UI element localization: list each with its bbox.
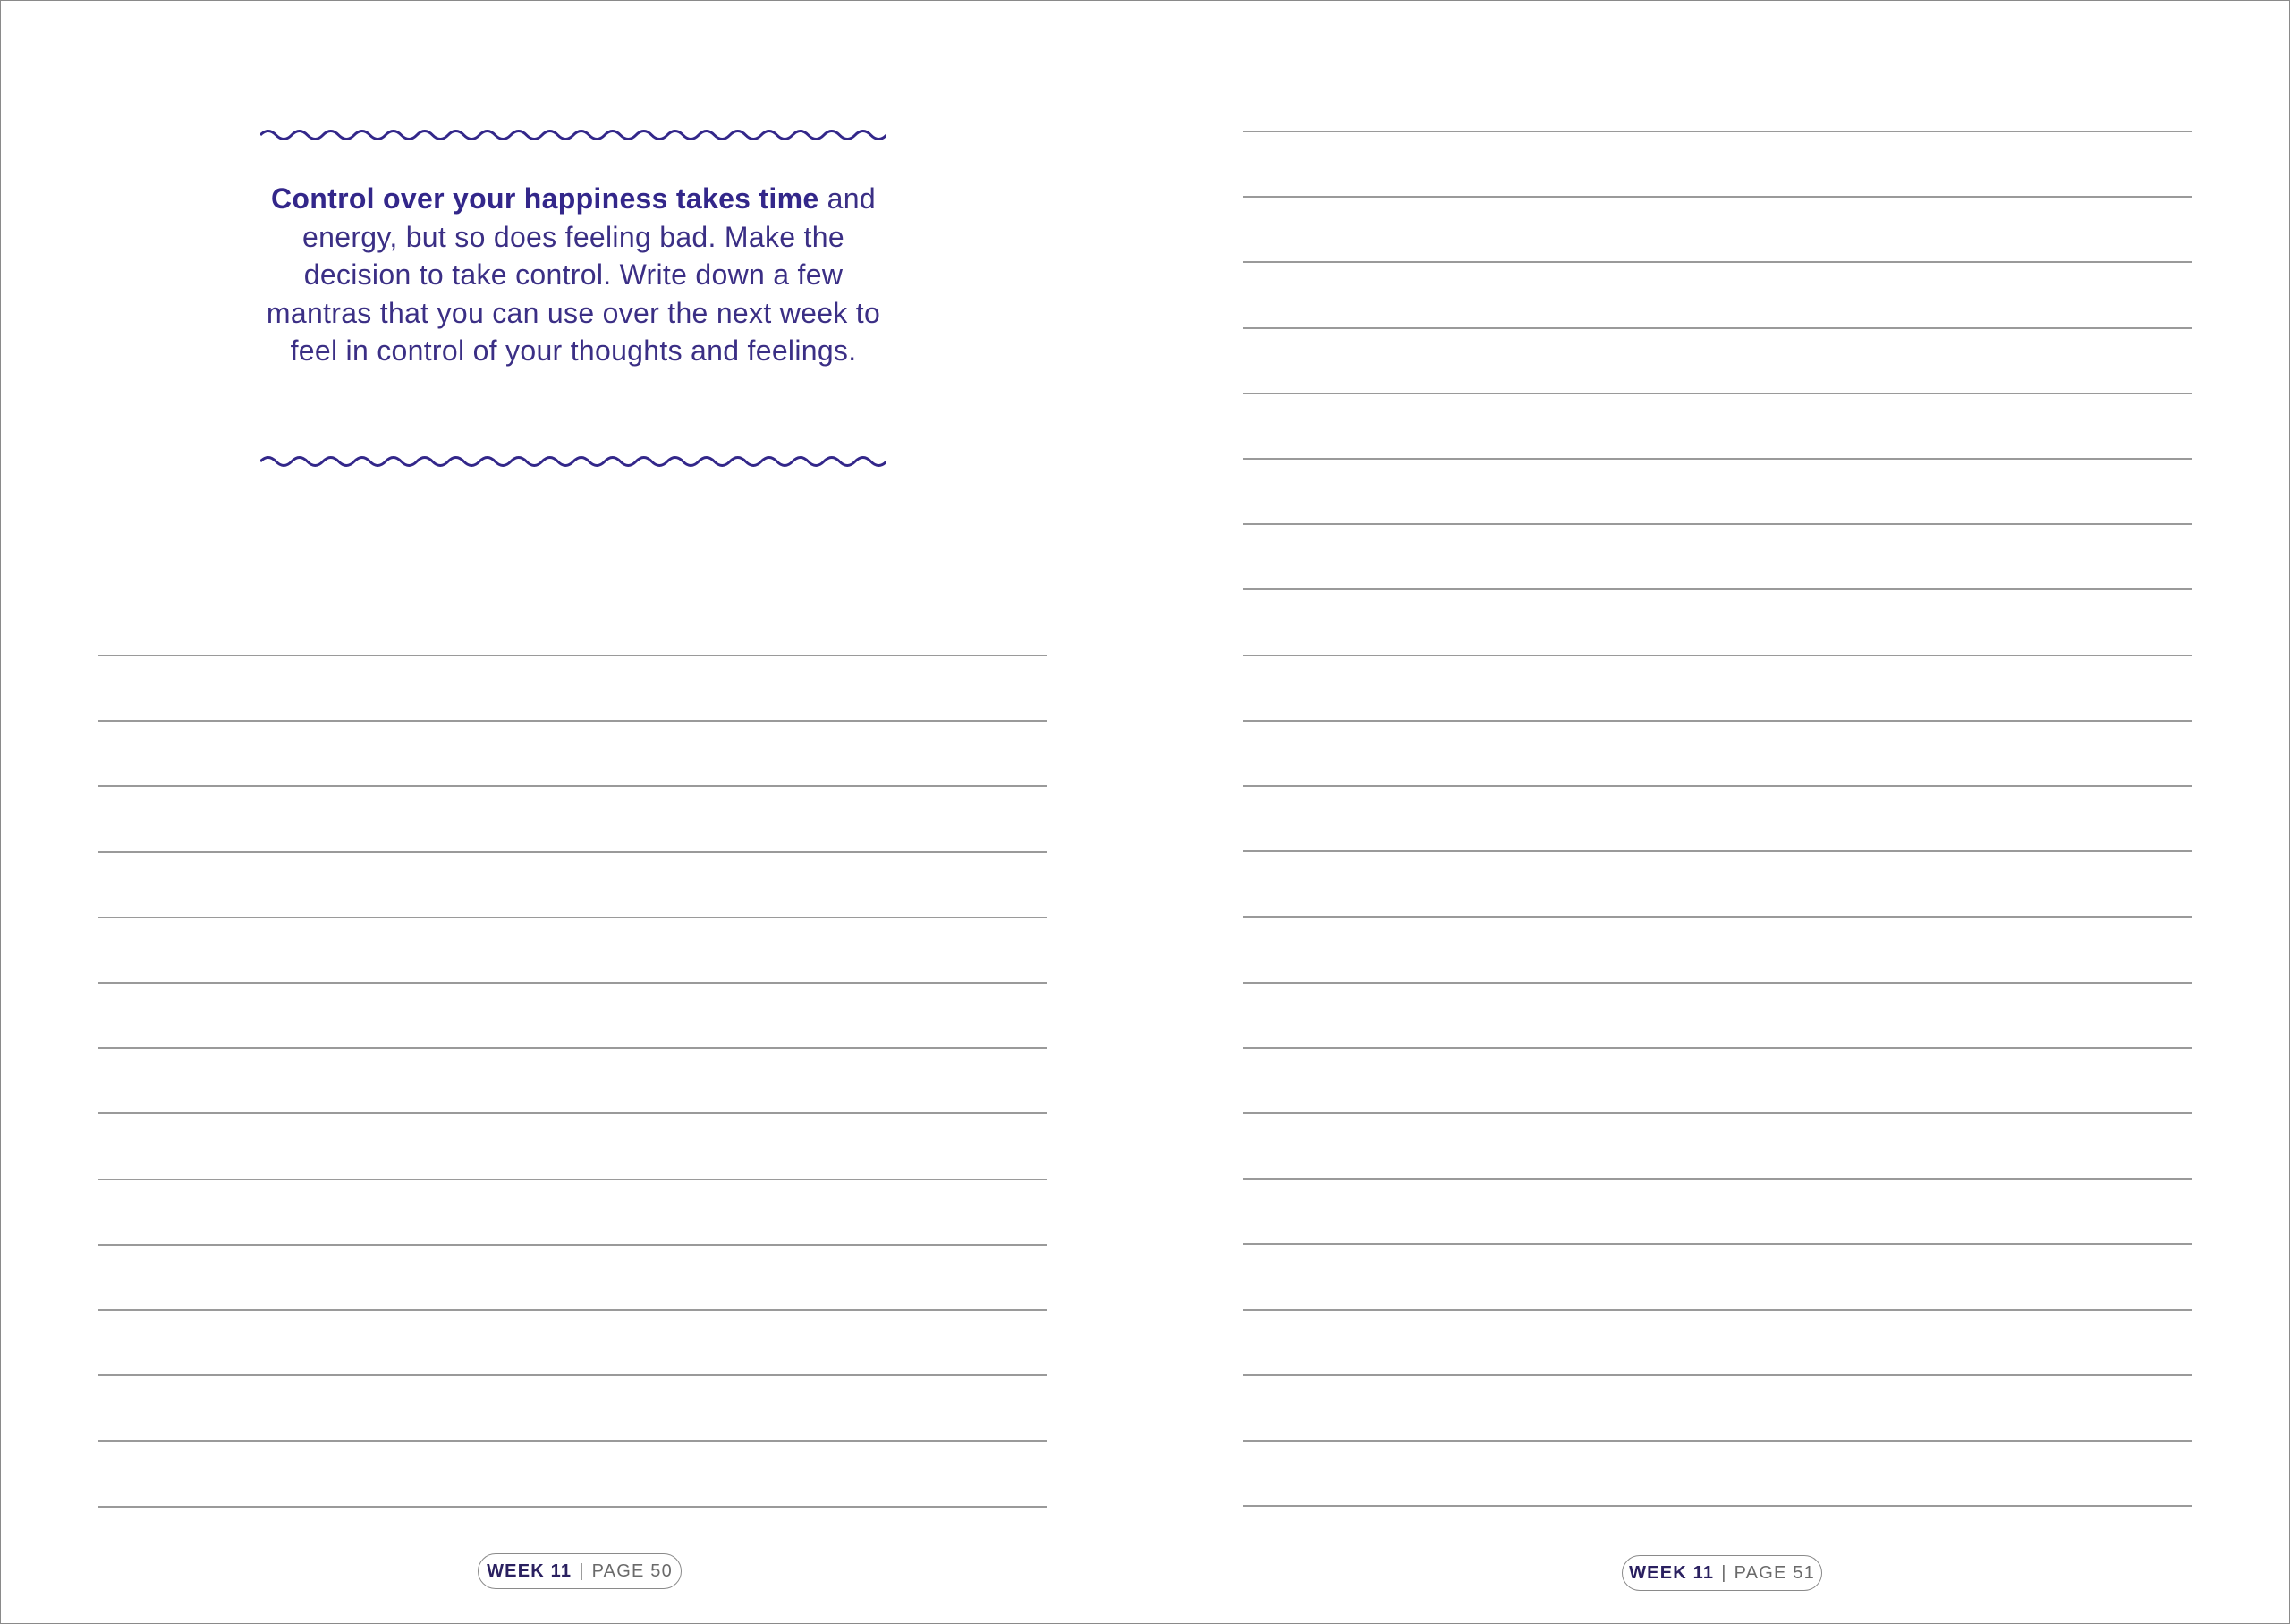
prompt-box	[260, 124, 886, 473]
writing-line	[1243, 261, 2192, 263]
writing-line	[98, 1244, 1047, 1246]
writing-line	[1243, 785, 2192, 787]
writing-line	[1243, 916, 2192, 918]
writing-line	[1243, 393, 2192, 394]
writing-line	[98, 1440, 1047, 1442]
folio-week: WEEK 11	[1629, 1562, 1715, 1583]
writing-line	[1243, 327, 2192, 329]
writing-line	[98, 1179, 1047, 1180]
wave-divider-top	[260, 124, 886, 146]
writing-line	[1243, 458, 2192, 460]
writing-line	[1243, 588, 2192, 590]
folio-page-number: PAGE 51	[1734, 1562, 1815, 1583]
folio-separator: |	[579, 1561, 585, 1581]
writing-line	[98, 1112, 1047, 1114]
right-page	[1145, 1, 2289, 1623]
writing-line	[1243, 1178, 2192, 1180]
folio-page-number: PAGE 50	[591, 1561, 673, 1581]
wave-divider-bottom	[260, 451, 886, 472]
prompt-body: and energy, but so does feeling bad. Make the decision to take control. Write down a few mantras that you can use over the next week to feel in control of your thoughts and feelings.	[266, 182, 881, 367]
page-folio-left	[478, 1553, 682, 1589]
writing-line	[98, 1374, 1047, 1376]
writing-line	[1243, 1309, 2192, 1311]
writing-line	[98, 1309, 1047, 1311]
writing-line	[1243, 131, 2192, 132]
writing-line	[98, 720, 1047, 722]
writing-line	[1243, 1243, 2192, 1245]
writing-line	[98, 917, 1047, 918]
page-folio-right	[1622, 1555, 1822, 1591]
writing-line	[1243, 1047, 2192, 1049]
prompt-bold-lead: Control over your happiness takes time	[271, 182, 819, 215]
writing-line	[1243, 1112, 2192, 1114]
writing-line	[98, 851, 1047, 853]
writing-line	[98, 982, 1047, 984]
folio-separator: |	[1721, 1562, 1727, 1583]
writing-line	[1243, 1440, 2192, 1442]
writing-line	[1243, 1374, 2192, 1376]
writing-line	[98, 1047, 1047, 1049]
writing-line	[98, 1506, 1047, 1508]
writing-line	[1243, 982, 2192, 984]
folio-week: WEEK 11	[487, 1561, 572, 1581]
writing-line	[98, 655, 1047, 656]
writing-line	[1243, 196, 2192, 198]
left-page	[1, 1, 1145, 1623]
writing-line	[1243, 655, 2192, 656]
writing-line	[1243, 523, 2192, 525]
prompt-text	[260, 180, 886, 370]
writing-line	[1243, 850, 2192, 852]
writing-line	[1243, 720, 2192, 722]
writing-line	[1243, 1505, 2192, 1507]
writing-line	[98, 785, 1047, 787]
